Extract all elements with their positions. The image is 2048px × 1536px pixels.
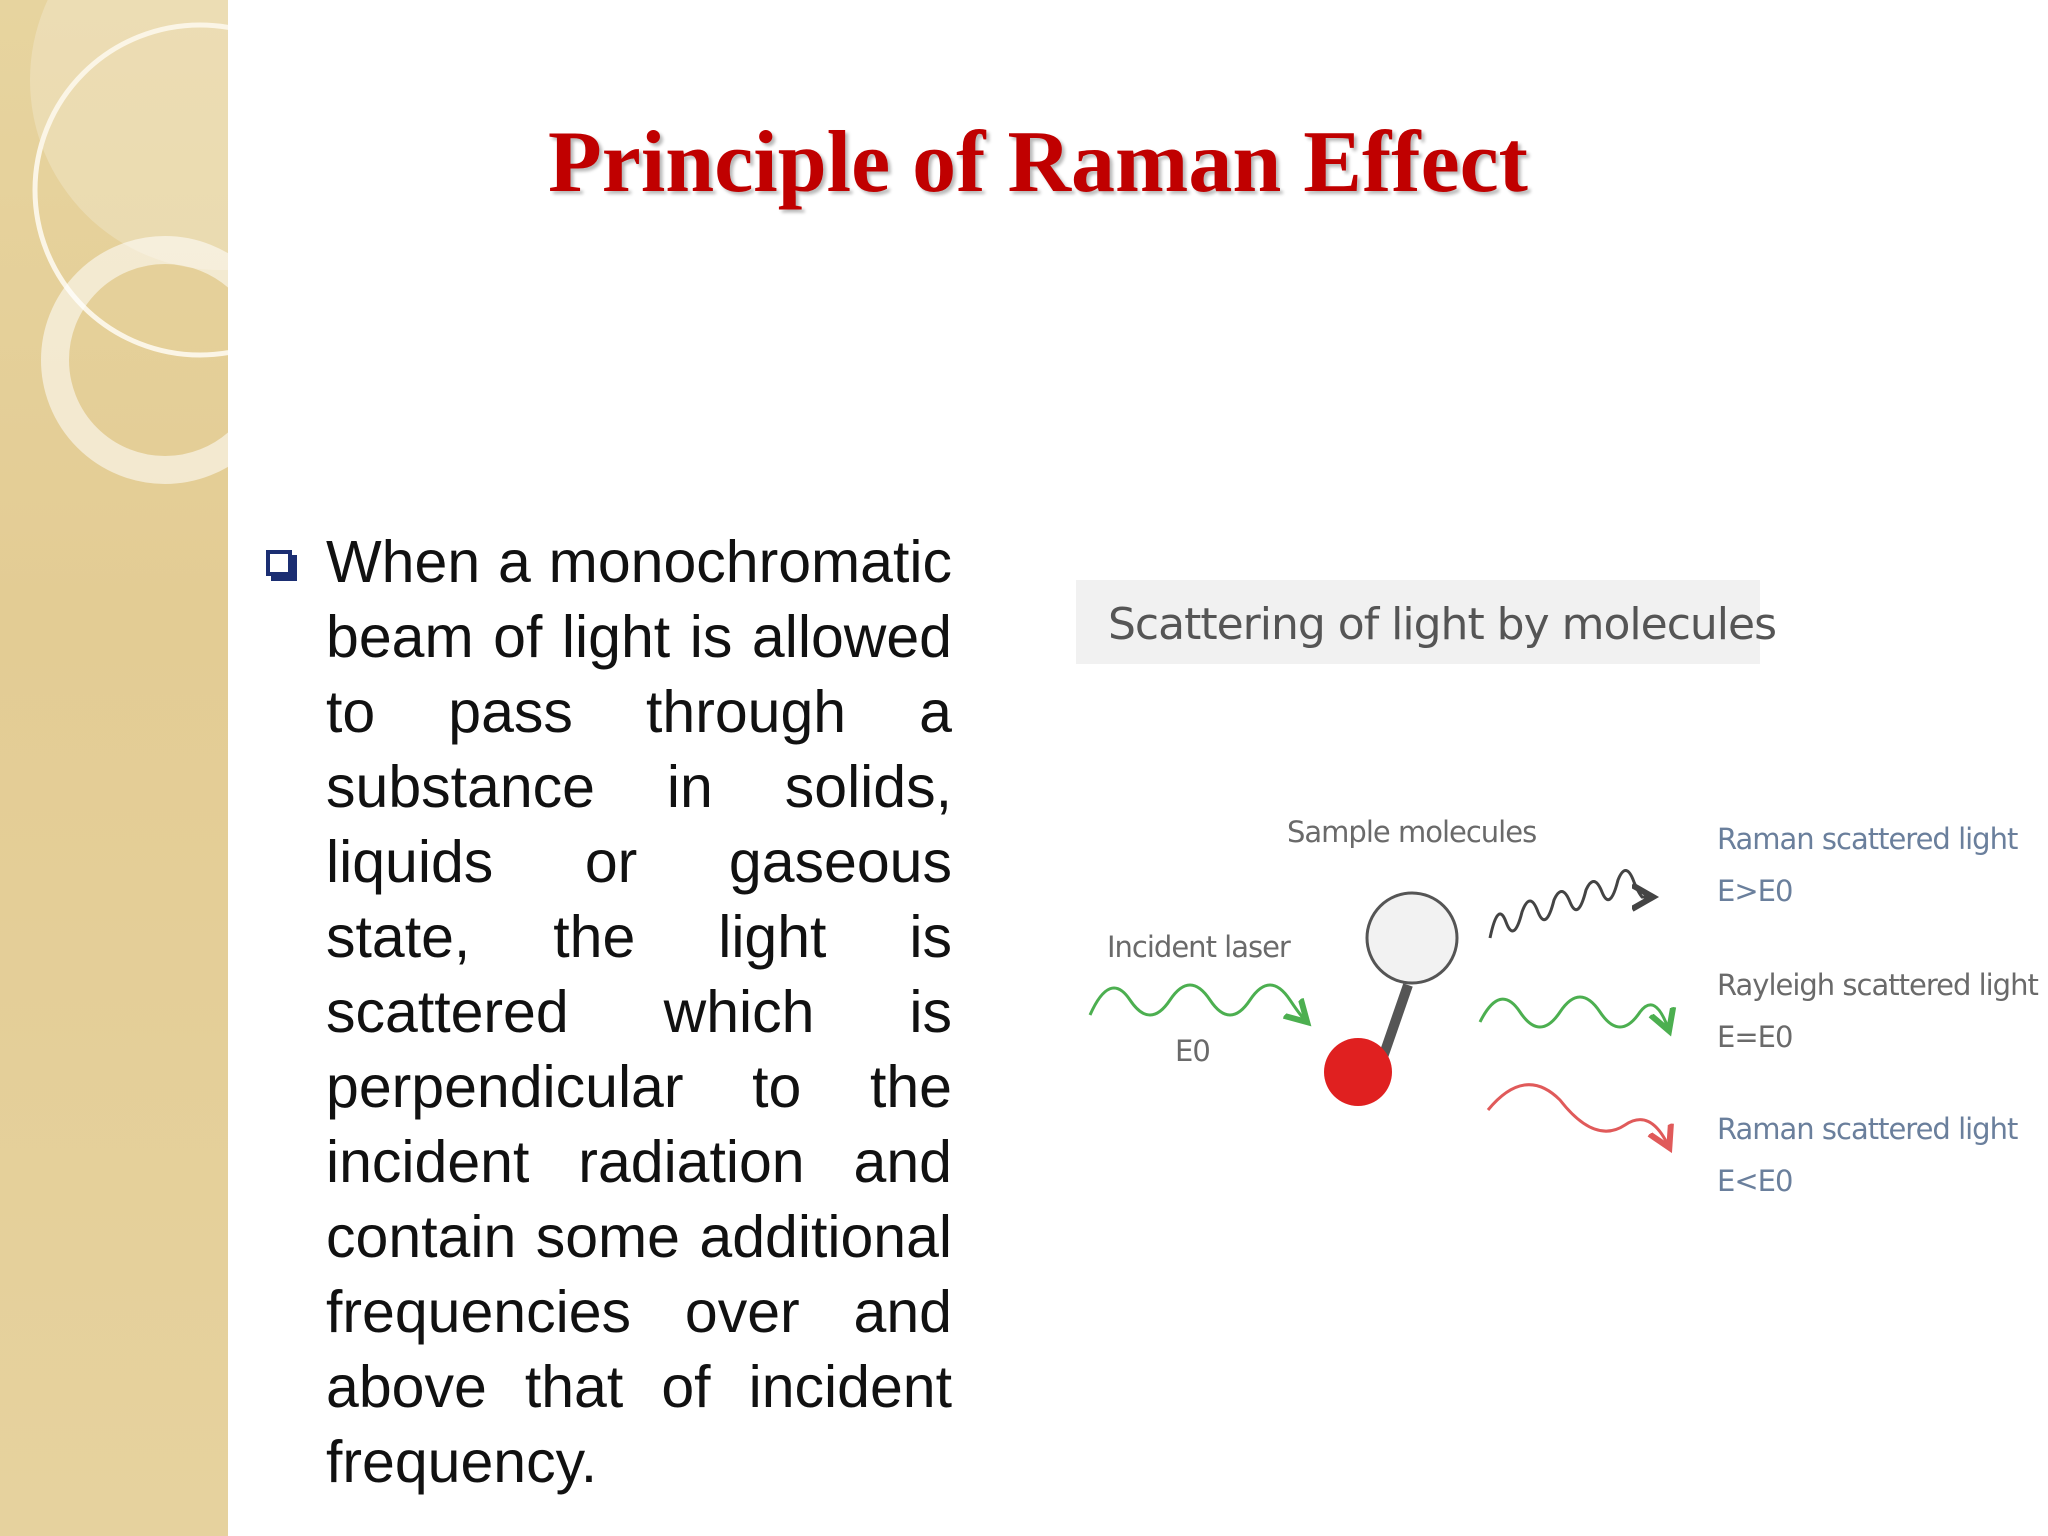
hollow-square-bullet-icon [266,550,292,576]
decorative-sidebar [0,0,228,1536]
diagram-graphics [1060,560,2020,1260]
stokes-raman-wave [1488,1085,1668,1145]
sample-molecule-atom-light [1367,893,1457,983]
raman-anti-stokes-label: Raman scattered light [1717,822,2018,856]
raman-anti-stokes-relation: E>E0 [1717,874,1793,908]
diagram-title: Scattering of light by molecules [1108,599,1777,650]
incident-laser-label: Incident laser [1107,930,1290,964]
scattering-diagram [1060,560,2038,1260]
bullet-text: When a monochromatic beam of light is allowed to pass through a substance in solids, liquids or gaseous state, the light is scattered which is perpendicular to the incident radiation and contain some additional frequencies over and above that of incident frequency. [326,529,952,1495]
raman-stokes-label: Raman scattered light [1717,1112,2018,1146]
rayleigh-label: Rayleigh scattered light [1717,968,2038,1002]
ring-decoration [0,0,228,1536]
incident-laser-wave [1090,985,1305,1020]
incident-energy-label: E0 [1175,1034,1210,1068]
rayleigh-wave [1480,997,1668,1028]
slide-title: Principle of Raman Effect [548,114,1528,211]
sample-molecule-atom-red [1324,1038,1392,1106]
sample-molecules-label: Sample molecules [1287,815,1537,849]
rayleigh-relation: E=E0 [1717,1020,1793,1054]
molecule-bond [1382,985,1408,1060]
raman-stokes-relation: E<E0 [1717,1164,1793,1198]
anti-stokes-raman-wave [1490,870,1650,938]
